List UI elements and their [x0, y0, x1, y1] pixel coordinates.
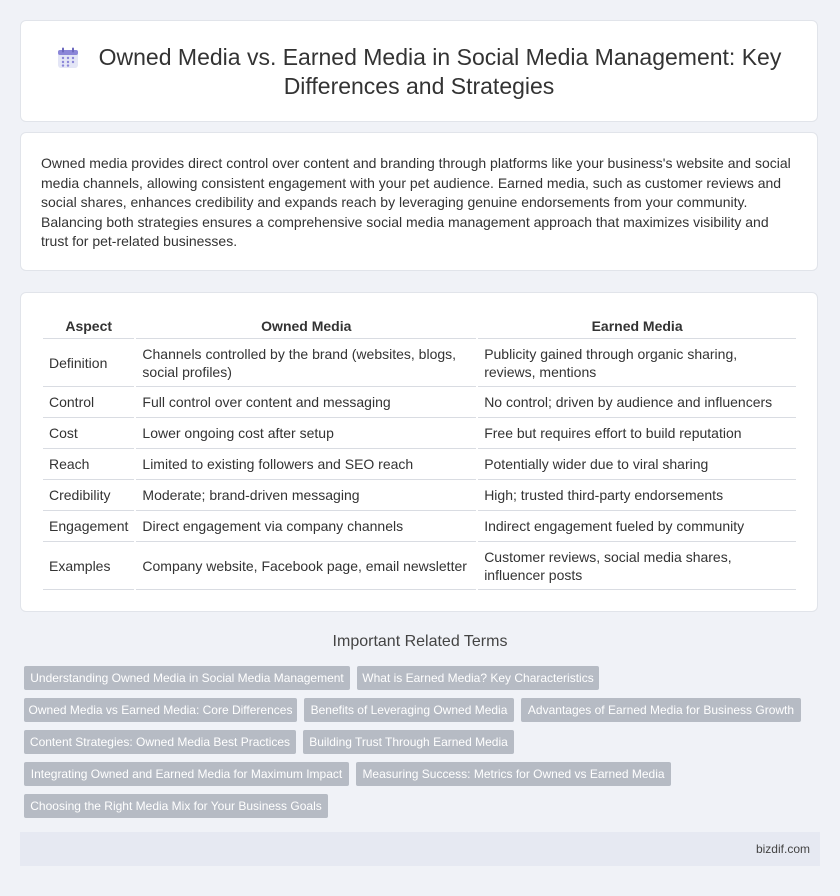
table-row	[43, 339, 796, 387]
aspect-cell: Credibility	[43, 480, 134, 511]
related-term-tag[interactable]: Integrating Owned and Earned Media for Maximum Impact	[24, 762, 349, 786]
aspect-cell: Examples	[43, 542, 134, 590]
related-terms-heading: Important Related Terms	[332, 633, 508, 650]
page-title-text: Owned Media vs. Earned Media in Social Media Management: Key Differences and Strategies	[98, 44, 782, 99]
related-term-tag[interactable]: What is Earned Media? Key Characteristics	[357, 666, 599, 690]
owned-media-cell: Full control over content and messaging	[136, 387, 476, 418]
earned-media-cell: Customer reviews, social media shares, influencer posts	[478, 542, 796, 590]
table-row	[43, 449, 796, 480]
table-header-row	[43, 314, 796, 339]
owned-media-cell: Lower ongoing cost after setup	[136, 418, 476, 449]
earned-media-cell: Indirect engagement fueled by community	[478, 511, 796, 542]
calendar-icon	[57, 47, 79, 69]
table-row	[43, 542, 796, 590]
column-header-aspect: Aspect	[43, 314, 134, 339]
earned-media-cell: Publicity gained through organic sharing, reviews, mentions	[478, 339, 796, 387]
related-term-tag[interactable]: Content Strategies: Owned Media Best Practices	[24, 730, 296, 754]
footer	[20, 832, 820, 866]
column-header-earned-media: Earned Media	[478, 314, 796, 339]
owned-media-cell: Limited to existing followers and SEO reach	[136, 449, 476, 480]
owned-media-cell: Moderate; brand-driven messaging	[136, 480, 476, 511]
earned-media-cell: Free but requires effort to build reputation	[478, 418, 796, 449]
comparison-table	[41, 314, 798, 590]
earned-media-cell: No control; driven by audience and influencers	[478, 387, 796, 418]
earned-media-cell: Potentially wider due to viral sharing	[478, 449, 796, 480]
column-header-owned-media: Owned Media	[136, 314, 476, 339]
related-term-tag[interactable]: Advantages of Earned Media for Business Growth	[521, 698, 801, 722]
page-title	[21, 43, 817, 101]
table-row	[43, 418, 796, 449]
aspect-cell: Definition	[43, 339, 134, 387]
related-term-tag[interactable]: Choosing the Right Media Mix for Your Business Goals	[24, 794, 328, 818]
related-term-tag[interactable]: Benefits of Leveraging Owned Media	[304, 698, 514, 722]
related-term-tag[interactable]: Building Trust Through Earned Media	[303, 730, 514, 754]
related-term-tag[interactable]: Understanding Owned Media in Social Media Management	[24, 666, 350, 690]
table-row	[43, 480, 796, 511]
owned-media-cell: Channels controlled by the brand (websites, blogs, social profiles)	[136, 339, 476, 387]
intro-paragraph: Owned media provides direct control over content and branding through platforms like your business's website and social media channels, allowing consistent engagement with your pet audience. Earned media, such as customer reviews and social shares, enhances credibility and expands reach by leveraging genuine endorsements from your community. Balancing both strategies ensures a comprehensive social media management approach that maximizes visibility and trust for pet-related businesses.	[41, 155, 791, 250]
site-link[interactable]: bizdif.com	[755, 842, 810, 856]
aspect-cell: Reach	[43, 449, 134, 480]
comparison-card	[20, 292, 818, 612]
table-row	[43, 387, 796, 418]
intro-card	[20, 132, 818, 271]
header-card	[20, 20, 818, 122]
aspect-cell: Cost	[43, 418, 134, 449]
owned-media-cell: Direct engagement via company channels	[136, 511, 476, 542]
earned-media-cell: High; trusted third-party endorsements	[478, 480, 796, 511]
owned-media-cell: Company website, Facebook page, email newsletter	[136, 542, 476, 590]
related-term-tag[interactable]: Owned Media vs Earned Media: Core Differences	[24, 698, 297, 722]
related-term-tag[interactable]: Measuring Success: Metrics for Owned vs Earned Media	[356, 762, 671, 786]
table-row	[43, 511, 796, 542]
aspect-cell: Control	[43, 387, 134, 418]
aspect-cell: Engagement	[43, 511, 134, 542]
